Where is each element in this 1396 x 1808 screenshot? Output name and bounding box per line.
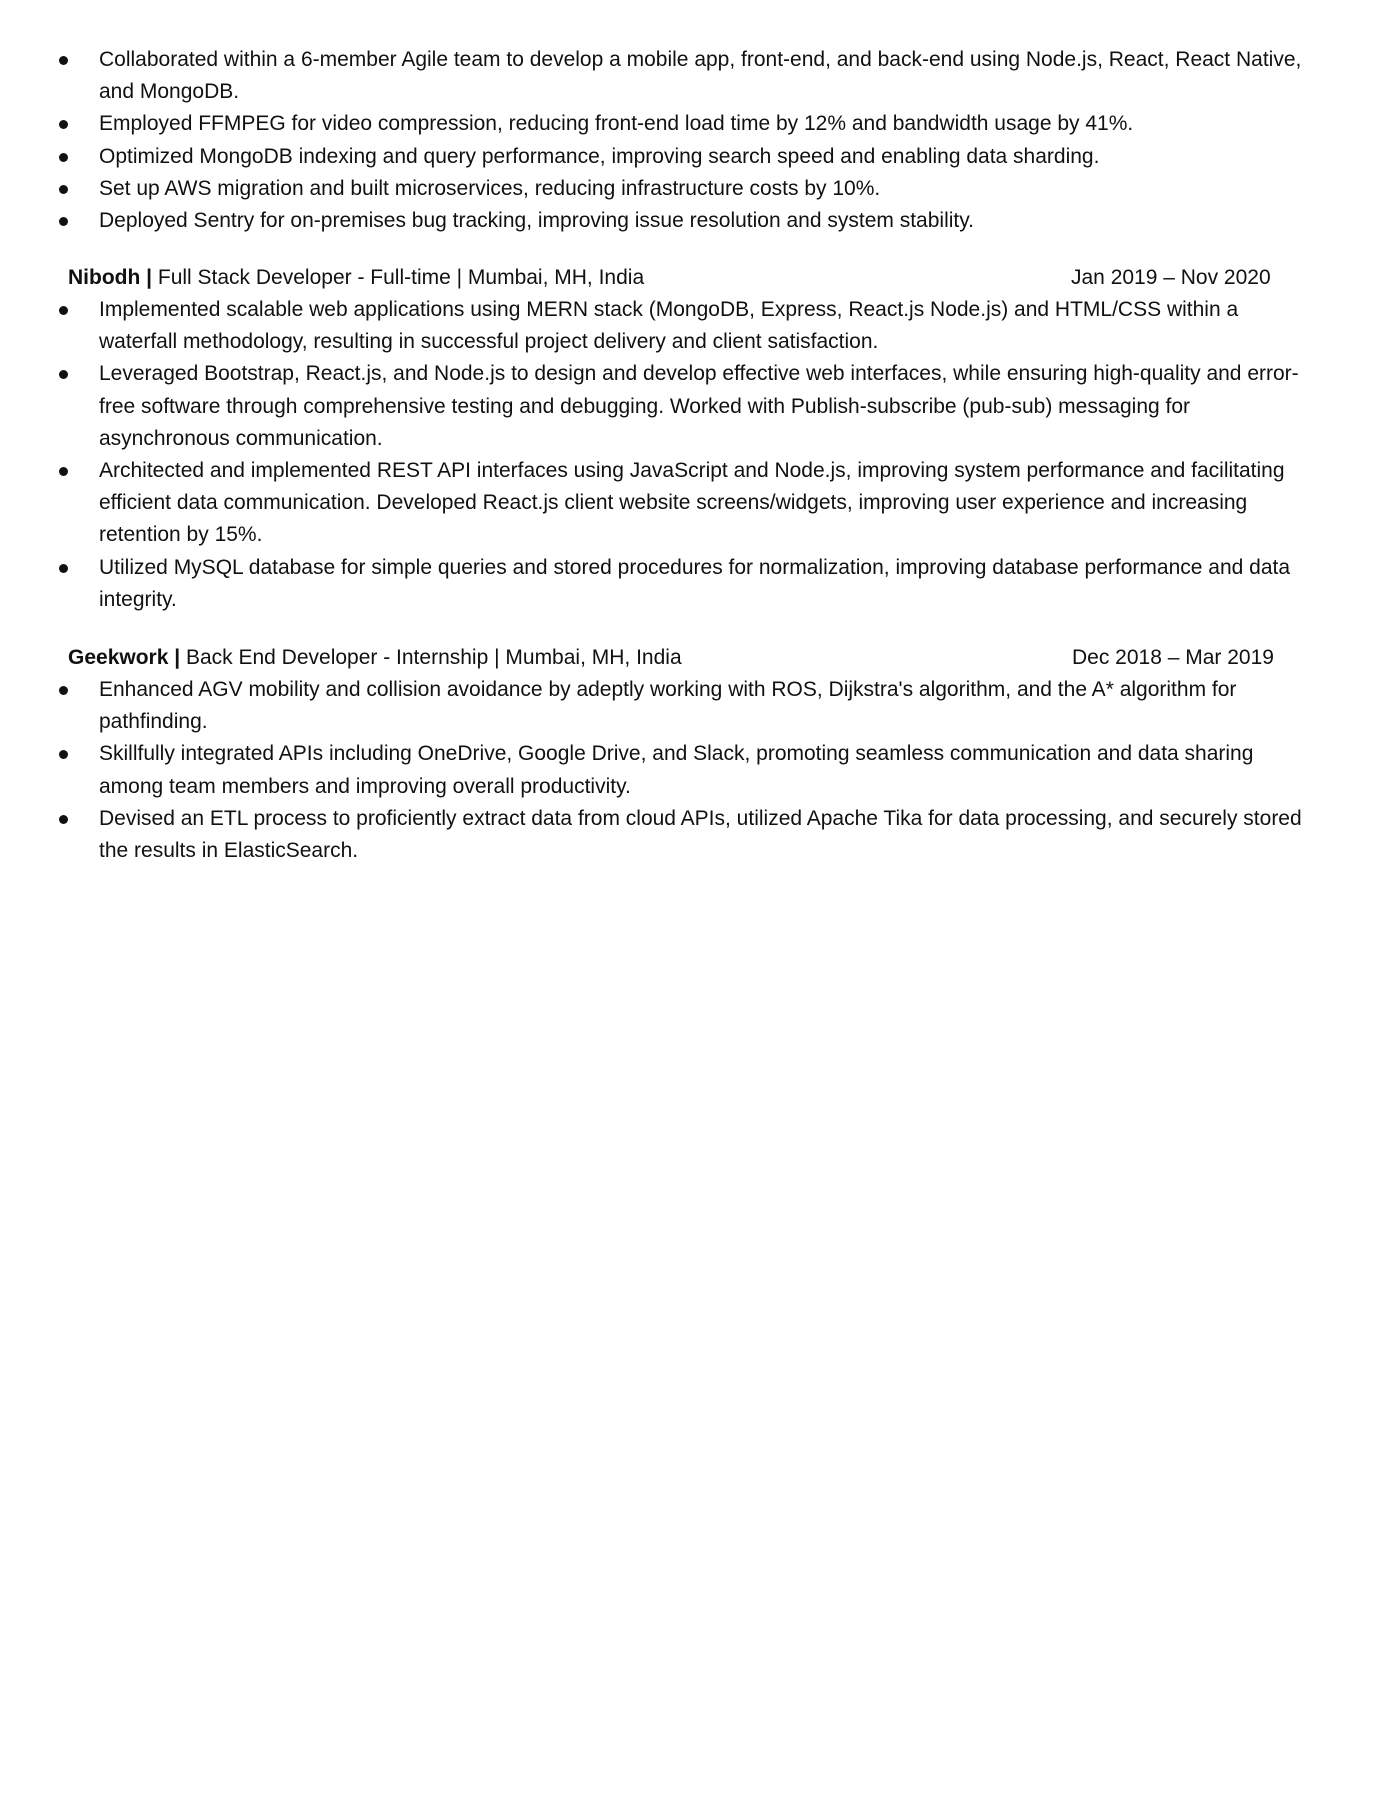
list-item — [0, 173, 1396, 205]
list-item — [0, 803, 1396, 867]
bullet-text: Devised an ETL process to proficiently extract data from cloud APIs, utilized Apache Tika for data processing, and securely stored the results in ElasticSearch. — [99, 806, 1302, 863]
bullet-icon — [59, 217, 68, 226]
list-item — [0, 552, 1396, 616]
job-header — [0, 262, 1396, 294]
bullet-list — [0, 44, 1396, 237]
bullet-text: Deployed Sentry for on-premises bug tracking, improving issue resolution and system stability. — [99, 209, 975, 233]
bullet-list — [0, 674, 1396, 867]
bullet-icon — [59, 750, 68, 759]
list-item — [0, 44, 1396, 108]
job-dates: Dec 2018 – Mar 2019 — [1072, 646, 1274, 669]
bullet-text: Leveraged Bootstrap, React.js, and Node.js to design and develop effective web interfaces, while ensuring high-quality and error-free software through comprehensive testing and debugging. Worked with Publish-subscribe (pub-sub) messaging for asynchronous communication. — [99, 362, 1299, 450]
bullet-text: Utilized MySQL database for simple queries and stored procedures for normalization, improving database performance and data integrity. — [99, 555, 1291, 611]
bullet-icon — [59, 686, 68, 695]
job-geekwork — [0, 642, 1396, 867]
list-item — [0, 108, 1396, 140]
bullet-icon — [59, 370, 68, 379]
previous-job-bullets — [0, 44, 1396, 237]
bullet-icon — [59, 153, 68, 162]
bullet-text: Set up AWS migration and built microservices, reducing infrastructure costs by 10%. — [99, 176, 881, 200]
job-details: Back End Developer - Internship | Mumbai, MH, India — [180, 646, 682, 669]
bullet-text: Implemented scalable web applications using MERN stack (MongoDB, Express, React.js Node.js) and HTML/CSS within a waterfall methodology, resulting in successful project delivery and client satisfaction. — [99, 298, 1239, 354]
job-details: Full Stack Developer - Full-time | Mumbai, MH, India — [152, 266, 645, 289]
list-item — [0, 205, 1396, 237]
list-item — [0, 674, 1396, 738]
list-item — [0, 358, 1396, 455]
job-header — [0, 642, 1396, 674]
bullet-text: Optimized MongoDB indexing and query performance, improving search speed and enabling data sharding. — [99, 144, 1100, 168]
bullet-list — [0, 294, 1396, 616]
bullet-icon — [59, 467, 68, 476]
job-nibodh — [0, 262, 1396, 616]
bullet-text: Employed FFMPEG for video compression, reducing front-end load time by 12% and bandwidth usage by 41%. — [99, 112, 1134, 136]
bullet-icon — [59, 306, 68, 315]
bullet-icon — [59, 564, 68, 573]
bullet-icon — [59, 815, 68, 824]
bullet-icon — [59, 185, 68, 194]
bullet-icon — [59, 120, 68, 129]
list-item — [0, 294, 1396, 358]
bullet-text: Architected and implemented REST API interfaces using JavaScript and Node.js, improving system performance and facilitating efficient data communication. Developed React.js client website screens/widgets, improving user experience and increasing retention by 15%. — [99, 459, 1285, 547]
list-item — [0, 141, 1396, 173]
company-name: Geekwork | — [68, 646, 181, 669]
bullet-text: Collaborated within a 6-member Agile team to develop a mobile app, front-end, and back-end using Node.js, React, React Native, and MongoDB. — [99, 48, 1302, 104]
job-dates: Jan 2019 – Nov 2020 — [1071, 266, 1271, 289]
company-name: Nibodh | — [68, 266, 153, 289]
list-item — [0, 738, 1396, 802]
bullet-icon — [59, 56, 68, 65]
list-item — [0, 455, 1396, 552]
bullet-text: Enhanced AGV mobility and collision avoidance by adeptly working with ROS, Dijkstra's algorithm, and the A* algorithm for pathfinding. — [99, 678, 1237, 734]
bullet-text: Skillfully integrated APIs including OneDrive, Google Drive, and Slack, promoting seamless communication and data sharing among team members and improving overall productivity. — [99, 742, 1254, 798]
